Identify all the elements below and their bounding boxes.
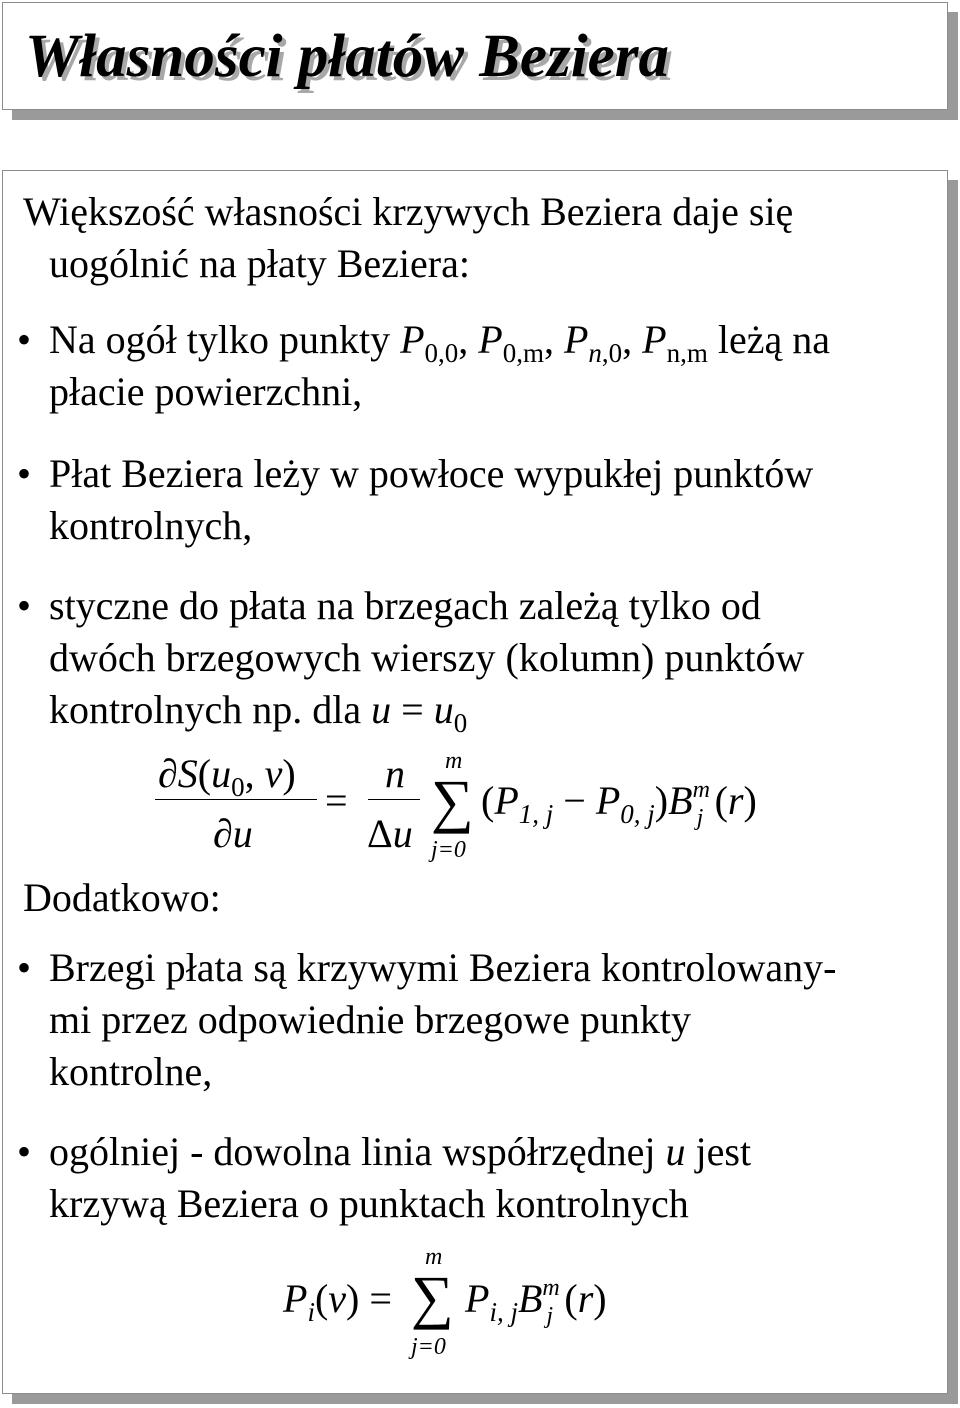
bullet-dot: • xyxy=(17,945,32,990)
sub-j: j xyxy=(546,1303,554,1329)
b-indices xyxy=(692,777,715,831)
partial-symbol: ∂ xyxy=(213,811,233,856)
formula2-lhs xyxy=(283,1276,392,1327)
minus-sign: − xyxy=(563,778,586,823)
bullet-2-line-1: Płat Beziera leży w powłoce wypukłej punktów xyxy=(49,451,814,496)
point-p0m: P xyxy=(478,317,503,362)
point-pnm-sub: n,m xyxy=(666,338,708,368)
bullet-5-line-2: krzywą Beziera o punktach kontrolnych xyxy=(49,1181,689,1226)
lparen: ( xyxy=(197,751,212,796)
bullet-3-prefix: kontrolnych np. dla xyxy=(49,687,362,732)
partial-symbol: ∂ xyxy=(158,751,178,796)
lparen: ( xyxy=(481,778,495,823)
bullet-5-suffix: jest xyxy=(695,1129,752,1174)
bullet-4-line-1: Brzegi płata są krzywymi Beziera kontrolowany- xyxy=(49,945,837,990)
var-B: B xyxy=(668,778,693,823)
var-P: P xyxy=(595,778,621,823)
bullet-4-line-2: mi przez odpowiednie brzegowe punkty xyxy=(49,997,692,1042)
bullet-3-line-2: dwóch brzegowych wierszy (kolumn) punktów xyxy=(49,635,805,680)
var-P: P xyxy=(494,778,519,823)
bullet-3-line-1: styczne do płata na brzegach zależą tylko od xyxy=(49,583,761,628)
sub-ij: i, j xyxy=(489,1297,518,1327)
sum-upper-m: m xyxy=(425,1244,443,1270)
sub-1j: 1, j xyxy=(518,799,554,829)
sum-lower-j0: j=0 xyxy=(411,1334,446,1360)
fraction-line-1 xyxy=(155,799,317,800)
intro-line-2: uogólnić na płaty Beziera: xyxy=(49,241,470,286)
sep: , xyxy=(458,317,469,362)
point-p00: P xyxy=(400,317,425,362)
page-title: Własności płatów Beziera xyxy=(25,23,669,90)
rparen: ) xyxy=(282,751,296,796)
var-u: u xyxy=(211,751,232,796)
intro-line-1: Większość własności krzywych Beziera daje się xyxy=(23,189,794,234)
point-pn0: P xyxy=(563,317,589,362)
rparen: ) xyxy=(593,1276,607,1321)
point-p0m-sub: 0,m xyxy=(502,338,544,368)
point-p00-sub: 0,0 xyxy=(424,338,459,368)
bullet-1-prefix: Na ogół tylko punkty xyxy=(49,317,391,362)
var-u0: u xyxy=(433,687,454,732)
var-P: P xyxy=(283,1276,308,1321)
equals-sign: = xyxy=(369,1276,392,1321)
bullet-4-line-3: kontrolne, xyxy=(49,1049,213,1094)
sum-lower-j0: j=0 xyxy=(431,837,466,863)
title-panel xyxy=(2,2,948,110)
bullet-dot: • xyxy=(17,317,32,362)
var-r: r xyxy=(727,778,744,823)
sigma-symbol: ∑ xyxy=(431,768,474,834)
bullet-2-line-2: kontrolnych, xyxy=(49,503,253,548)
formula1-numerator xyxy=(158,751,296,802)
point-pn0-sub-n: n xyxy=(588,338,602,368)
sup-m: m xyxy=(692,777,710,803)
var-u: u xyxy=(392,811,413,856)
content-panel xyxy=(2,170,948,1394)
delta-symbol: Δ xyxy=(367,811,393,856)
formula1-delta-u xyxy=(367,811,413,856)
bullet-1-line-2: płacie powierzchni, xyxy=(49,369,363,414)
formula1-summand xyxy=(481,777,757,831)
bullet-dot: • xyxy=(17,583,32,628)
var-r: r xyxy=(577,1276,594,1321)
bullet-5-line-1 xyxy=(49,1125,751,1179)
comma: , xyxy=(244,751,255,796)
point-pnm: P xyxy=(642,317,667,362)
rparen: ) xyxy=(743,778,757,823)
sub-i: i xyxy=(307,1297,315,1327)
var-B: B xyxy=(517,1276,543,1321)
equals-sign: = xyxy=(401,687,424,732)
bullet-dot: • xyxy=(17,1129,32,1174)
var-P: P xyxy=(465,1276,490,1321)
formula2-summand xyxy=(465,1275,607,1329)
var-u: u xyxy=(665,1129,686,1174)
bullet-3-line-3 xyxy=(49,683,467,737)
sep: , xyxy=(622,317,633,362)
sep: , xyxy=(543,317,554,362)
bullet-1-line-1 xyxy=(49,313,830,367)
sup-m: m xyxy=(542,1275,560,1301)
var-v: v xyxy=(264,751,283,796)
lparen: ( xyxy=(564,1276,578,1321)
dodatkowo-label: Dodatkowo: xyxy=(23,875,221,920)
rparen: ) xyxy=(346,1276,360,1321)
var-n: n xyxy=(385,751,405,796)
u0-sub: 0 xyxy=(453,708,468,738)
equals-sign: = xyxy=(325,778,348,823)
var-S: S xyxy=(177,751,198,796)
sub-0j: 0, j xyxy=(620,799,655,829)
var-u: u xyxy=(232,811,253,856)
var-u: u xyxy=(371,687,392,732)
u-sub-zero: 0 xyxy=(231,772,245,802)
rparen: ) xyxy=(654,778,669,823)
sigma-symbol: ∑ xyxy=(411,1264,454,1330)
sum-upper-m: m xyxy=(445,748,463,774)
bullet-dot: • xyxy=(17,451,32,496)
formula1-denominator xyxy=(213,811,253,856)
sub-j: j xyxy=(696,805,704,831)
lparen: ( xyxy=(714,778,728,823)
bullet-1-suffix: leżą na xyxy=(717,317,831,362)
bullet-5-prefix: ogólniej - dowolna linia współrzędnej xyxy=(49,1129,656,1174)
point-pn0-sub-rest: ,0 xyxy=(601,338,623,368)
fraction-line-2 xyxy=(368,799,420,800)
var-v: v xyxy=(328,1276,347,1321)
b-indices xyxy=(542,1275,564,1329)
lparen: ( xyxy=(314,1276,329,1321)
